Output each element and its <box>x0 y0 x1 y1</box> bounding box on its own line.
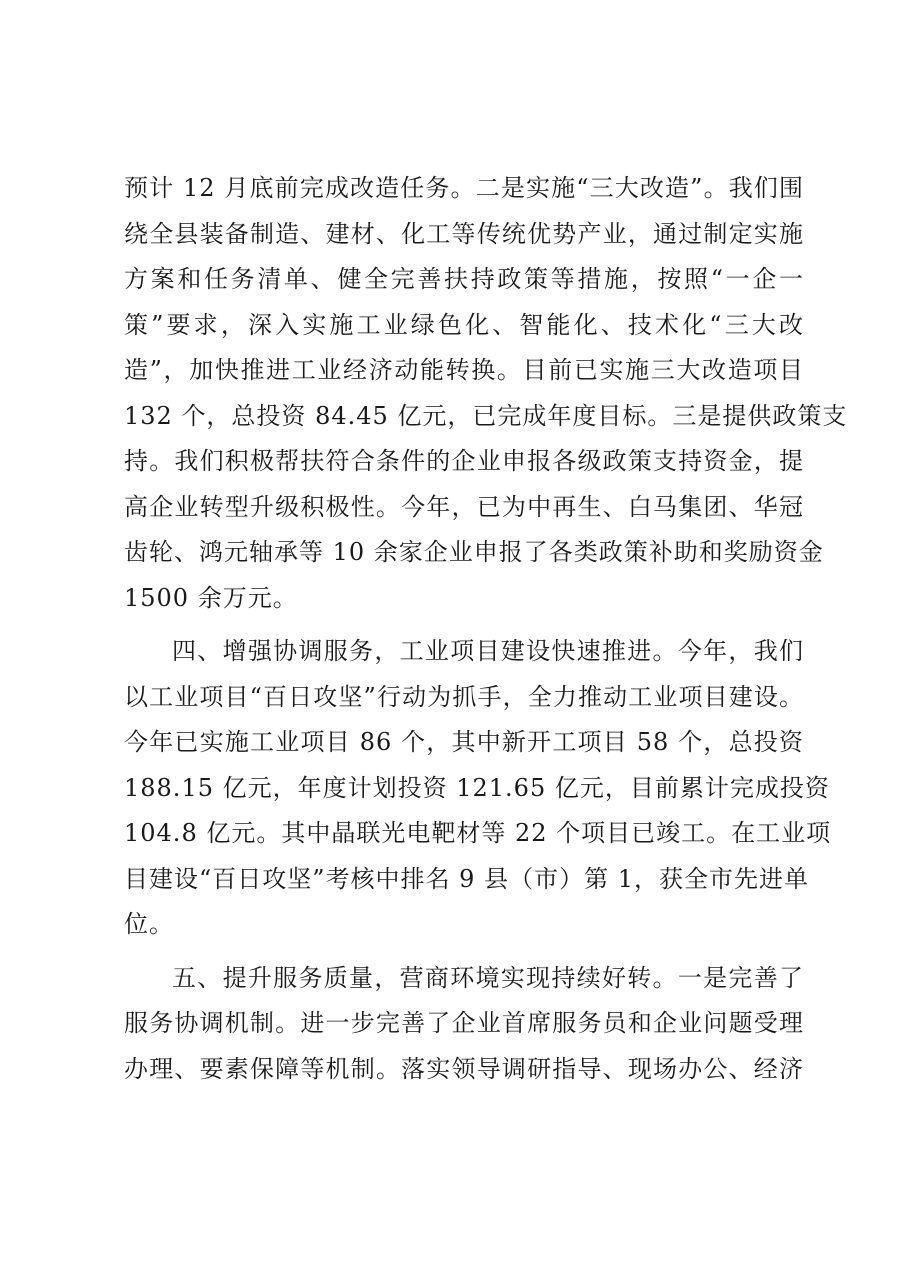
text-line: 策”要求，深入实施工业绿色化、智能化、技术化“三大改 <box>124 310 804 339</box>
text-line: 高企业转型升级积极性。今年，已为中再生、白马集团、华冠 <box>124 492 804 521</box>
text-line: 四、增强协调服务，工业项目建设快速推进。今年，我们 <box>172 637 804 665</box>
document-body <box>124 166 848 1092</box>
paragraph <box>124 629 832 948</box>
paragraph-gap <box>124 948 804 956</box>
text-line: 104.8 亿元。其中晶联光电靶材等 22 个项目已竣工。在工业项 <box>124 819 832 847</box>
text-line: 188.15 亿元，年度计划投资 121.65 亿元，目前累计完成投资 <box>124 773 830 802</box>
text-line: 方案和任务清单、健全完善扶持政策等措施，按照“一企一 <box>124 265 804 293</box>
text-line: 预计 12 月底前完成改造任务。二是实施“三大改造”。我们围 <box>124 174 804 202</box>
text-line: 造”，加快推进工业经济动能转换。目前已实施三大改造项目 <box>124 356 804 384</box>
paragraph-gap <box>124 621 804 629</box>
text-line: 齿轮、鸿元轴承等 10 余家企业申报了各类政策补助和奖励资金 <box>124 538 824 566</box>
text-line: 1500 余万元。 <box>124 583 298 612</box>
text-line: 服务协调机制。进一步完善了企业首席服务员和企业问题受理 <box>124 1009 804 1037</box>
text-line: 今年已实施工业项目 86 个，其中新开工项目 58 个，总投资 <box>124 728 804 756</box>
text-line: 绕全县装备制造、建材、化工等传统优势产业，通过制定实施 <box>124 219 804 248</box>
text-line: 持。我们积极帮扶符合条件的企业申报各级政策支持资金，提 <box>124 447 804 475</box>
text-line: 目建设“百日攻坚”考核中排名 9 县（市）第 1，获全市先进单 <box>124 864 809 893</box>
text-line: 以工业项目“百日攻坚”行动为抓手，全力推动工业项目建设。 <box>124 682 804 711</box>
text-line: 五、提升服务质量，营商环境实现持续好转。一是完善了 <box>172 963 804 992</box>
paragraph <box>124 166 848 621</box>
text-line: 位。 <box>124 910 174 938</box>
text-line: 132 个，总投资 84.45 亿元，已完成年度目标。三是提供政策支 <box>124 401 848 430</box>
paragraph <box>124 956 804 1093</box>
text-line: 办理、要素保障等机制。落实领导调研指导、现场办公、经济 <box>124 1054 804 1083</box>
